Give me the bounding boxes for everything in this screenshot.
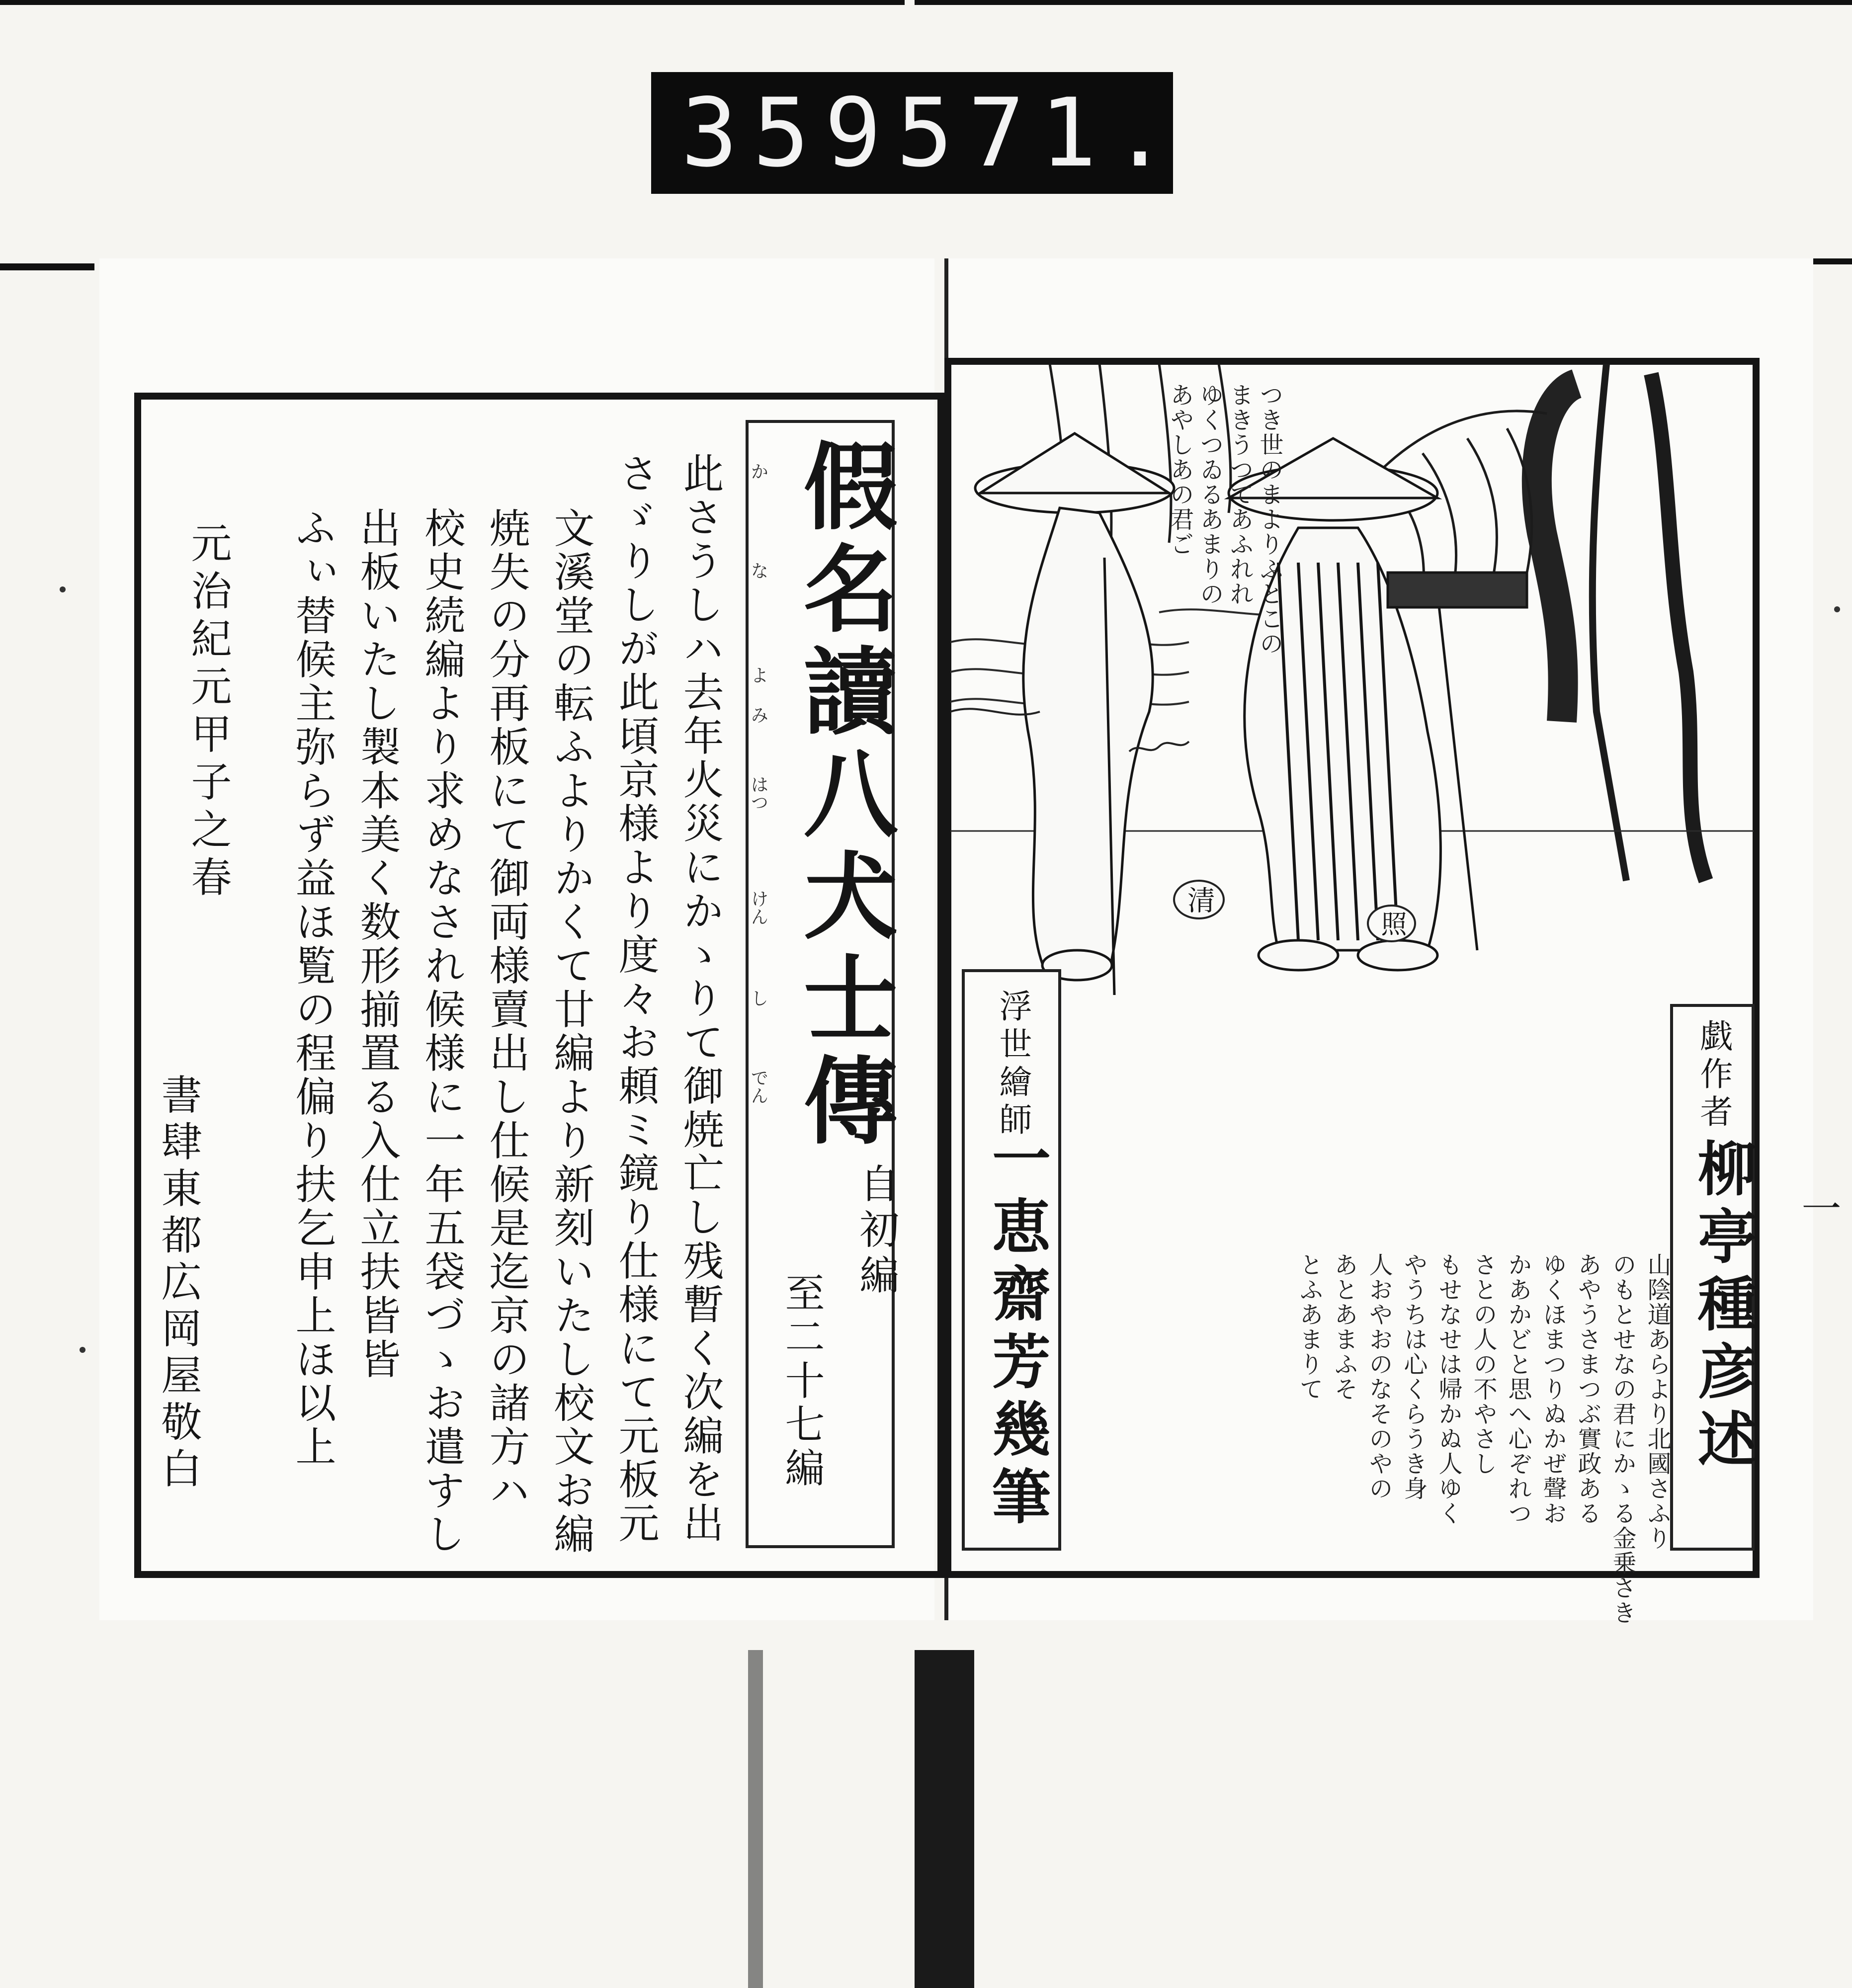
story-line-2: のもとせなの君にかゝる金乗さき	[1608, 1252, 1636, 1625]
scan-speck	[60, 586, 66, 592]
scan-edge-top-right	[915, 0, 1852, 5]
story-line-11: とふあまりて	[1295, 1252, 1323, 1402]
story-line-3: あやうさまつぶ實政ある	[1574, 1252, 1601, 1526]
story-line-10: あとあまふそ	[1330, 1252, 1358, 1402]
preface-line-6: 出板いたし製本美く数形揃置る入仕立扶皆皆	[353, 507, 401, 1382]
story-line-7: もせなせは帰かぬ人ゆく	[1434, 1252, 1462, 1526]
book-title: 假名讀八犬士傳	[788, 437, 899, 1154]
illustration-panel	[950, 364, 1754, 1005]
spine-shadow-left	[748, 1650, 763, 1988]
preface-line-4: 焼失の分再板にて御両様賣出し仕候是迄京の諸方ハ	[483, 507, 530, 1513]
edition-from: 自初編	[853, 1163, 899, 1300]
edition-to: 至二十七編	[778, 1272, 825, 1491]
catalog-number-right: 571.	[896, 78, 1183, 188]
upper-text-line-2: まきうつてあふれれ	[1226, 383, 1254, 606]
artist-role: 浮世繪師	[994, 989, 1032, 1140]
author-name: 柳亭種彦述	[1688, 1138, 1757, 1476]
scan-edge-mid-left	[0, 263, 94, 270]
preface-signature: 書肆東都広岡屋敬白	[155, 1074, 202, 1494]
artist-name: 一恵齋芳幾筆	[982, 1128, 1051, 1534]
story-line-8: やうちは心くらうき身	[1400, 1252, 1428, 1501]
scan-edge-mid-right	[1809, 258, 1852, 264]
preface-line-3: 文溪堂の転ふよりかくて廿編より新刻いたし校文お編	[547, 507, 594, 1557]
catalog-number-label	[651, 72, 1183, 194]
scan-speck	[1834, 606, 1840, 612]
story-line-6: さとの人の不やさし	[1469, 1252, 1497, 1476]
preface-line-2: さゞりしが此頃京様より度々お頼ミ鏡り仕様にて元板元	[612, 452, 659, 1546]
title-ruby-5: はつ	[748, 775, 768, 811]
title-ruby-6: けん	[748, 890, 768, 925]
story-line-1: 山陰道あらより北國さふり	[1643, 1252, 1671, 1551]
title-ruby-1: か	[748, 462, 768, 480]
upper-text-line-1: つき世のまよりふとこの	[1256, 383, 1283, 656]
story-line-5: かあかどと思へ心ぞれつ	[1504, 1252, 1532, 1526]
author-role: 戯作者	[1694, 1019, 1733, 1132]
leaf-number: 一	[1795, 1188, 1841, 1228]
preface-line-7: ふぃ替候主弥らず益ほ覧の程偏り扶乞申上ほ以上	[289, 507, 336, 1469]
upper-text-line-4: あやしあの君ご	[1166, 383, 1194, 557]
title-ruby-3: よ	[748, 666, 768, 684]
preface-line-5: 校史続編より求めなされ候様に一年五袋づゝお遣すし	[418, 507, 465, 1557]
title-ruby-7: し	[748, 989, 768, 1007]
title-ruby-8: でん	[748, 1069, 768, 1104]
spine-shadow	[915, 1650, 974, 1988]
story-line-9: 人おやおのなそのやの	[1365, 1252, 1393, 1501]
figure-label-teru: 照	[1367, 905, 1416, 942]
upper-text-line-3: ゆくつゐるあまりの	[1196, 383, 1224, 606]
title-ruby-2: な	[748, 562, 768, 580]
story-line-4: ゆくほまつりぬかぜ聲お	[1539, 1252, 1567, 1526]
scan-edge-top-left	[0, 0, 905, 5]
preface-line-1: 此さうしハ去年火災にかゝりて御焼亡し残暫く次編を出	[676, 452, 724, 1546]
illustration-scene	[950, 364, 1754, 1005]
preface-date: 元治紀元甲子之春	[184, 522, 232, 904]
figure-label-kiyo: 清	[1173, 880, 1225, 919]
catalog-number-left: 359	[681, 78, 897, 188]
title-ruby-4: み	[748, 706, 768, 724]
scan-speck	[80, 1347, 85, 1353]
